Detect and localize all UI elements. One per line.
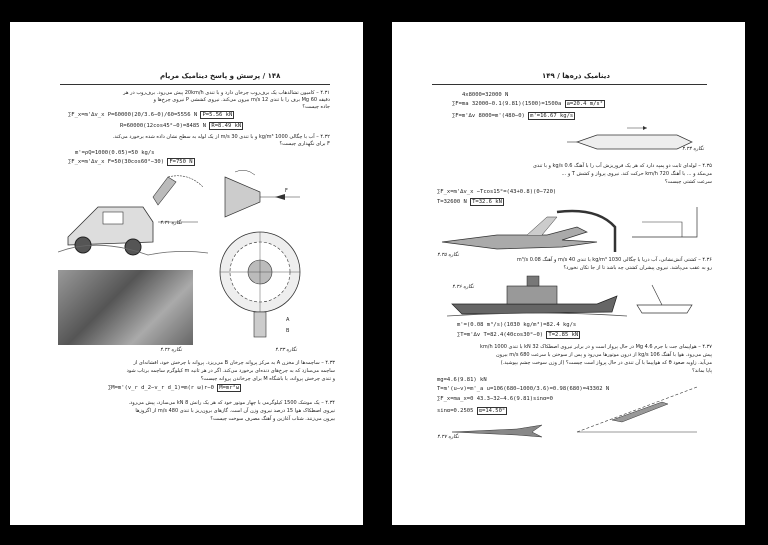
eq-4-37-a: mg=4.6(9.81) kN xyxy=(437,377,487,383)
jet-diagram xyxy=(627,197,707,252)
fig-4-37-caption: نگاره ۴.۳۷ xyxy=(437,434,459,440)
fig-4-31-caption: نگاره ۴.۳۱ xyxy=(160,220,182,226)
header-rule xyxy=(60,84,330,85)
eq-4-32-a: m'=ρQ=1000(0.05)=50 kg/s xyxy=(75,150,155,156)
answer-box: R=8.49 kN xyxy=(211,123,242,129)
problem-4-33-line2: ساچمه می‌سازد که به چرخ‌های دنده‌ای برخورد می‌کند. اگر در هر ثانیه m کیلوگرم ساچمه برتاب شود xyxy=(126,368,335,374)
answer-box: α=14.50° xyxy=(478,408,506,414)
eq-4-33: ∑M=m'(v_r d_2−v_r d_1)=m(r ω)r−0 M=mr²ω xyxy=(108,385,240,391)
climbing-jet-figure xyxy=(572,382,702,437)
impeller-figure xyxy=(210,217,310,342)
eq-4-34-a: 4x8000=32000 N xyxy=(462,92,509,98)
eq-4-34-c: ∑F=m'∆v 8000=m'(480−0) m'=16.67 kg/s xyxy=(452,113,574,119)
problem-4-35-line1: ۴.۳۵ – لوله‌ای ثابت دو پمپه دارد که هر یک فروریزش آب را با آهنگ 0.6 kg/s و با تندی xyxy=(532,163,712,169)
fig-4-34-caption: نگاره ۴.۳۴ xyxy=(682,146,704,152)
eq-4-31-a: ∑F_x=m'∆v_x P=60000(20/3.6−0)/60=5556 N P=5.56 kN xyxy=(68,112,233,118)
problem-4-34-line1: ۴.۳۴ – یک موشک 1500 کیلوگرمی با چهار موتور خود که هر یک رانش 8 kN می‌سازد، پیش می‌رود. xyxy=(128,400,335,406)
problem-4-31-line3: جاده چیست؟ xyxy=(302,104,330,110)
problem-4-33-line3: و تندی چرخش پروانه، با باشگاه M برای چرخاندن پروانه چیست؟ xyxy=(200,376,335,382)
problem-4-36-line1: ۴.۳۶ – کشتی آتش‌نشانی، آب دریا با چگالی 1030 kg/m³ با تندی 40 m/s و آهنگ 0.08 m³/s xyxy=(516,257,712,263)
answer-box: M=mr²ω xyxy=(219,385,240,391)
problem-4-31-line2: دقیقه 60 Mg برف را با تندی 12 m/s بیرون می‌کند. نیروی کششی P نیروی چرخ‌ها و xyxy=(153,97,330,103)
answer-box: F=750 N xyxy=(169,159,193,165)
problem-4-37-line3: می‌آید. زاویه صعود θ که هواپیما با آن تندی در حال پرواز است چیست؟ (از وزن سوخت چشم بپوشید.) xyxy=(500,360,712,366)
label-A: A xyxy=(286,317,290,323)
problem-4-37-line1: ۴.۳۷ – هواپیمای جت با جرم 4.6 Mg در حال پرواز است و در برابر نیروی اصطکاک 32 kN با تندی 1000 km/h xyxy=(480,344,712,350)
fireboat-figure xyxy=(447,274,627,319)
problem-4-34-line3: بیرون می‌زنند. شتاب آغازین و آهنگ مصرف سوخت چیست؟ xyxy=(210,416,335,422)
header-rule xyxy=(432,84,707,85)
water-jet-photo xyxy=(58,270,193,345)
eq-4-37-b: T=m'(u−v)=m'_a u=106(680−1000/3.6)=0.98(680)=43302 N xyxy=(437,386,610,392)
eq-4-37-d: sinα=0.2505 α=14.50° xyxy=(437,408,506,414)
eq-4-32-b: ∑F_x=m'∆v_x F=50(30cos60°−30) F=750 N xyxy=(68,159,193,165)
eq-4-37-c: ∑F_x=ma_x=0 43.3−32−4.6(9.81)sinα=0 xyxy=(437,396,553,402)
fig-4-36-caption: نگاره ۴.۳۶ xyxy=(452,284,474,290)
answer-box: T=2.85 kN xyxy=(548,332,579,338)
label-F: F xyxy=(285,188,288,194)
eq-4-36-a: m'=(0.08 m³/s)(1030 kg/m³)=82.4 kg/s xyxy=(457,322,577,328)
problem-4-35-line2: می‌مکد و ... با آهنگ 720 km/h حرکت کند. نیروی پرواز و کشش T و ... xyxy=(561,171,712,177)
rocket-sketch xyxy=(567,125,707,160)
eq-4-36-b: ∑T=m'∆v T=82.4(40cos30°−0) T=2.85 kN xyxy=(457,332,579,338)
problem-4-37-line4: پایا بماند؟ xyxy=(692,368,712,374)
eq-4-35-b: T=32600 N T=32.6 kN xyxy=(437,199,502,205)
jet-silhouette xyxy=(447,417,547,442)
label-B: B xyxy=(286,328,290,334)
answer-box: P=5.56 kN xyxy=(202,112,233,118)
fig-4-32-caption: نگاره ۴.۳۲ xyxy=(160,347,182,353)
problem-4-37-line2: پیش می‌رود. هوا با آهنگ 106 kg/s از درون موتورها می‌رود و پس از سوختن با سرعت 680 m/s بیرون xyxy=(495,352,712,358)
answer-box: a=20.4 m/s² xyxy=(566,101,604,107)
problem-4-35-line3: سرعت کشتی چیست؟ xyxy=(664,179,712,185)
right-page xyxy=(392,22,745,525)
problem-4-34-line2: نیروی اصطکاک هوا 15 درصد نیروی وزن آن است. گازهای برون‌ریز با تندی 480 m/s از اگزوزها xyxy=(135,408,335,414)
problem-4-32-line2: F برای نگهداری چیست؟ xyxy=(279,141,330,147)
right-page-header: دینامیک ذره‌ها / ۱۴۹ xyxy=(542,72,610,80)
nozzle-cone-figure xyxy=(215,167,305,222)
eq-4-34-b: ∑F=ma 32000−0.1(9.81)(1500)=1500a a=20.4 m/s² xyxy=(452,101,604,107)
answer-box: T=32.6 kN xyxy=(472,199,502,205)
boat-diagram xyxy=(632,277,702,317)
eq-4-35-a: ∑F_x=m'∆v_x −Tcos15°=(43+0.8)(0−720) xyxy=(437,189,557,195)
truck-snowblower-figure xyxy=(58,167,208,257)
left-page xyxy=(10,22,363,525)
answer-box: m'=16.67 kg/s xyxy=(530,113,574,119)
problem-4-36-line2: رو به عقب می‌پاشد. نیروی پیشران کشتی چه باشد تا از جا تکان نخورد؟ xyxy=(563,265,712,271)
fig-4-33-caption: نگاره ۴.۳۳ xyxy=(275,347,297,353)
eq-4-31-b: R=60000(12cos45°−0)=8485 N R=8.49 kN xyxy=(120,123,242,129)
problem-4-32-line1: ۴.۳۲ – آب با چگالی 1000 kg/m³ و با تندی 30 m/s از یک لوله به سطح نشان داده شده برخورد می‌کند. xyxy=(112,134,330,140)
left-page-header: ۱۴۸ / پرسش و پاسخ دینامیک مریام xyxy=(160,72,281,80)
problem-4-33-line1: ۴.۳۳ – ساچمه‌ها از مخزن A به مرکز پروانه چرخان B می‌ریزد. پروانه با چرخش خود، افشانه‌ای از xyxy=(133,360,335,366)
jet-refuel-figure xyxy=(437,207,617,257)
problem-4-31-line1: ۴.۳۱ – کامیون تشالدهاب یک برف‌روب چرخان دارد و با تندی 20km/h پیش می‌رود. برف‌روب در هر xyxy=(123,90,330,96)
fig-4-35-caption: نگاره ۴.۳۵ xyxy=(437,252,459,258)
